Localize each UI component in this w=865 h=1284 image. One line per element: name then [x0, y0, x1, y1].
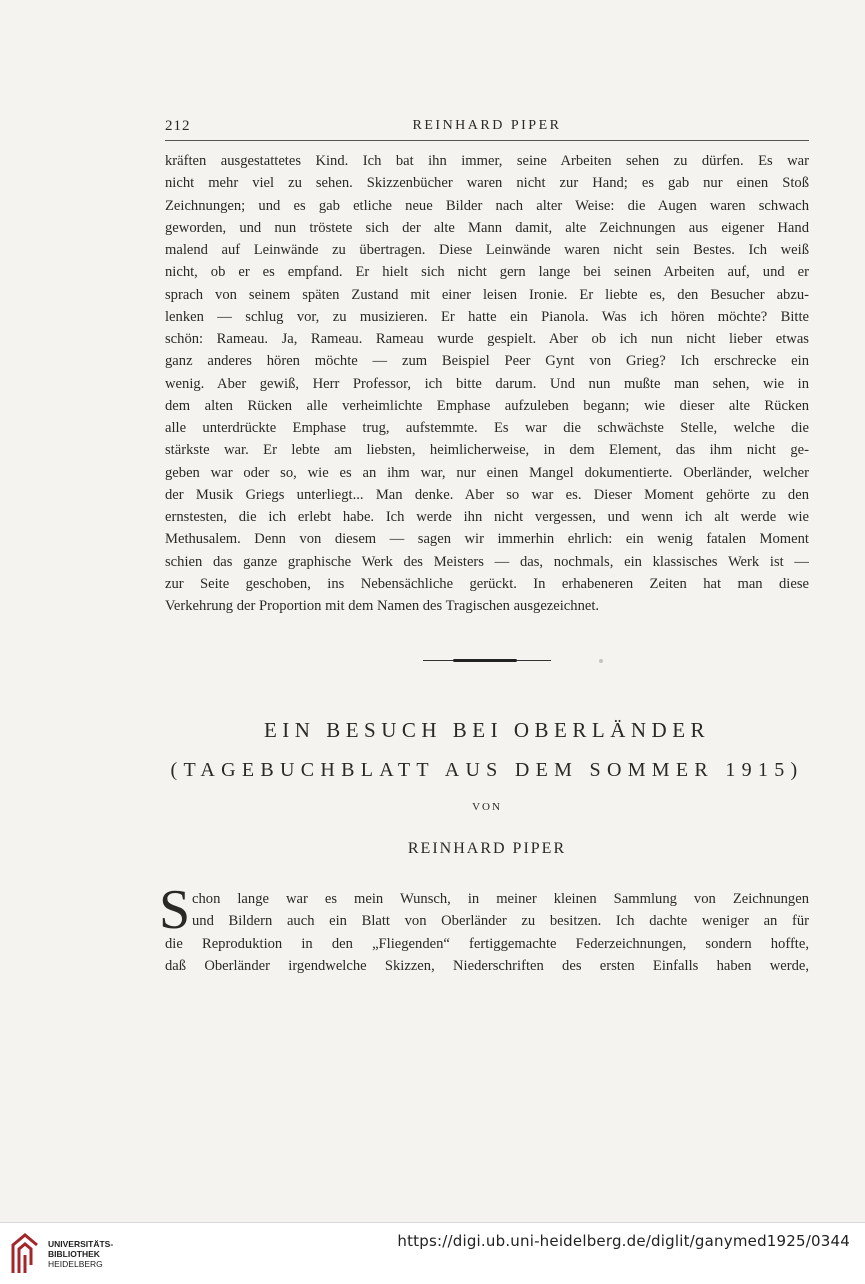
body-paragraph [165, 150, 809, 617]
text-line: chon lange war es mein Wunsch, in meiner kleinen Sammlung von Zeichnungen [192, 891, 809, 907]
running-head: REINHARD PIPER [412, 118, 562, 133]
body-text [165, 150, 809, 617]
text-line: dem alten Rücken alle verheimlichte Emphase aufzuleben begann; wie dieser alte Rücken [165, 397, 809, 414]
permalink-url[interactable]: https://digi.ub.uni-heidelberg.de/diglit/ganymed1925/0344 [397, 1232, 850, 1250]
text-line: nicht mehr viel zu sehen. Skizzenbücher waren nicht zur Hand; es gab nur einen Stoß [165, 175, 809, 192]
page-number: 212 [165, 118, 191, 134]
text-line: Verkehrung der Proportion mit dem Namen des Tragischen ausgezeichnet. [165, 598, 600, 614]
text-line: und Bildern auch ein Blatt von Oberländer zu besitzen. Ich dachte weniger an für [192, 913, 809, 930]
text-line: kräften ausgestattetes Kind. Ich bat ihn immer, seine Arbeiten sehen zu dürfen. Es war [165, 153, 809, 169]
section-ornament [423, 659, 551, 662]
article-author: REINHARD PIPER [407, 840, 567, 857]
paper-speck [599, 659, 603, 663]
ornament-swell [453, 659, 517, 662]
text-line: sprach von seinem späten Zustand mit einer leisen Ironie. Er liebte es, den Besucher abzu- [165, 286, 809, 303]
text-line: geworden, und nun tröstete sich der alte Mann damit, alte Zeichnungen aus eigener Hand [165, 219, 809, 236]
drop-cap: S [159, 879, 191, 941]
university-library-logo-icon[interactable] [9, 1231, 41, 1275]
library-name-line: UNIVERSITÄTS- [48, 1239, 114, 1249]
header-rule [165, 140, 809, 141]
text-line: malend auf Leinwände zu übertragen. Diese Leinwände waren nicht sein Bestes. Ich weiß [165, 242, 809, 258]
text-line: nicht, ob er es empfand. Er hielt sich nicht gern lange bei seinen Arbeiten auf, und er [165, 264, 809, 281]
library-name-line: BIBLIOTHEK [48, 1249, 100, 1259]
text-line: schien das ganze graphische Werk des Meisters — das, nochmals, ein klassisches Werk ist — [165, 553, 809, 570]
article-title: EIN BESUCH BEI OBERLÄNDER [263, 718, 711, 742]
viewer-footer [0, 1222, 865, 1284]
text-line: die Reproduktion in den „Fliegenden“ fertiggemachte Federzeichnungen, sondern hoffte, [165, 935, 809, 952]
library-name [48, 1239, 113, 1269]
text-line: Zeichnungen; und es gab etliche neue Bilder nach alter Weise: die Augen waren schwach [165, 197, 809, 214]
text-line: zur Seite geschoben, ins Nebensächliche gerückt. In erhabeneren Zeiten hat man diese [165, 575, 809, 592]
text-line: geben war oder so, wie es an ihm war, nur einen Mangel dokumentierte. Oberländer, welcher [165, 464, 809, 481]
text-line: der Musik Griegs unterliegt... Man denke. Aber so war es. Dieser Moment gehörte zu den [165, 486, 809, 503]
article-subtitle: (TAGEBUCHBLATT AUS DEM SOMMER 1915) [170, 759, 804, 781]
text-line: stärkste war. Er lebte am liebsten, heimlicherweise, in dem Element, das ihm nicht ge- [165, 442, 809, 459]
text-line: lenken — schlug vor, zu musizieren. Er hatte ein Pianola. Was ich hören möchte? Bitte [165, 308, 809, 325]
text-line: Methusalem. Denn von diesem — sagen wir immerhin ehrlich: ein wenig fatalen Moment [165, 531, 809, 548]
byline-von: VON [472, 801, 502, 813]
text-line: wenig. Aber gewiß, Herr Professor, ich bitte darum. Und nun mußte man sehen, wie in [165, 375, 809, 392]
page-header [165, 118, 809, 138]
text-line: ernstesten, die ich erlebt habe. Ich werde ihn nicht vergessen, und wenn ich alt werde wie [165, 509, 809, 525]
text-line: daß Oberländer irgendwelche Skizzen, Niederschriften des ersten Einfalls haben werde, [165, 957, 809, 974]
text-line: ganz anderes hören möchte — zum Beispiel Peer Gynt von Grieg? Ich erschrecke ein [165, 353, 809, 370]
text-line: schön: Rameau. Ja, Rameau. Rameau wurde gespielt. Aber ob ich nun nicht lieber etwas [165, 331, 809, 347]
library-name-line: HEIDELBERG [48, 1259, 103, 1269]
article-body [159, 879, 809, 977]
text-line: alle unterdrückte Emphase trug, aufstemmte. Es war die schwächste Stelle, welche die [165, 420, 809, 436]
